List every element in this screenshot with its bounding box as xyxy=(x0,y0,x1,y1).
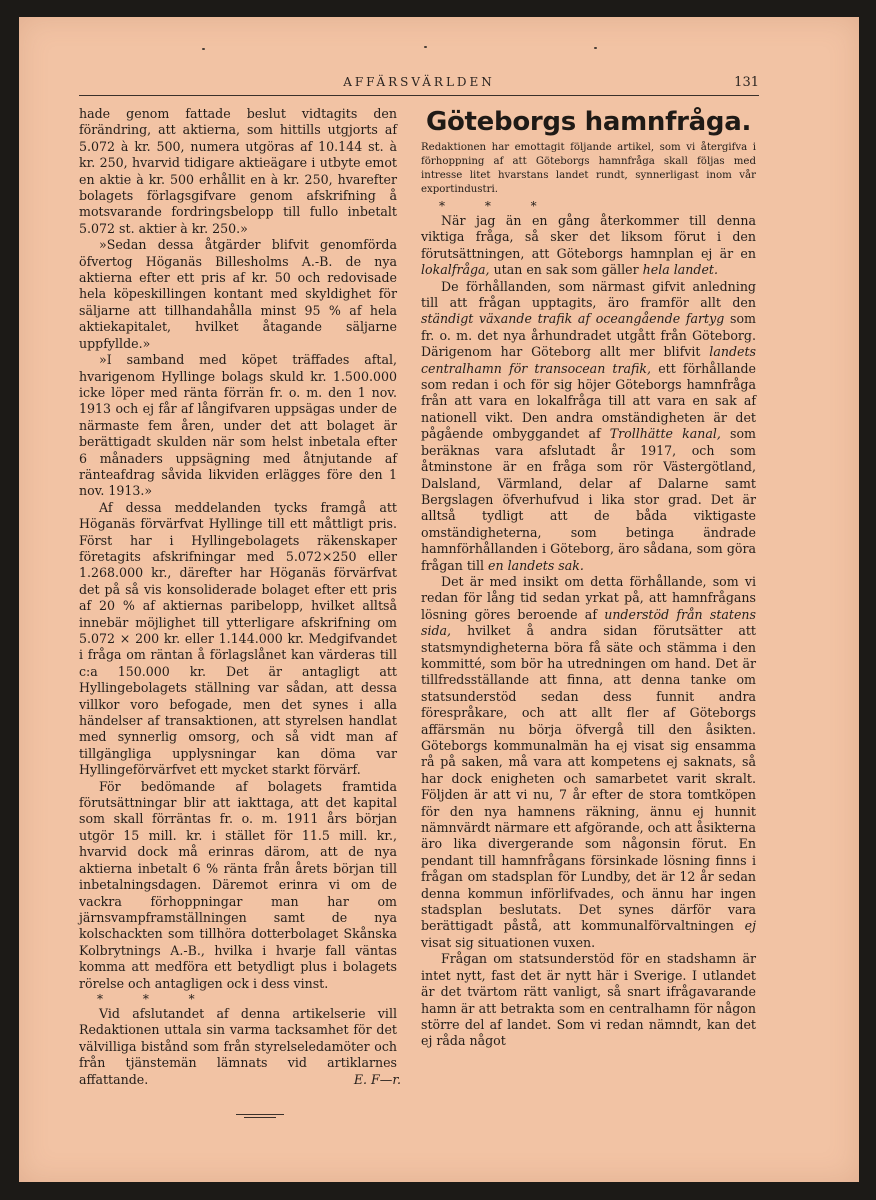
header-rule xyxy=(79,95,759,96)
newspaper-page xyxy=(19,17,859,1182)
article-headline: Göteborgs hamnfråga. xyxy=(425,107,752,137)
left-column xyxy=(79,106,401,1088)
article-paragraph-2: De förhållanden, som närmast gifvit anledning till att frågan upptagits, äro framför allt den ständigt växande trafik af oceangående fartyg som fr. o. m. det nya århundradet utgått från Göteborg. Därigenom har Göteborg allt mer blifvit landets centralhamn för transocean trafik, ett förhållande som redan i och för sig höjer Göteborgs hamnfråga från att vara en lokalfråga till att vara en sak af nationell vikt. Den andra omständigheten är det pågående ombyggandet af Trollhätte kanal, som beräknas vara afslutadt år 1917, och som åtminstone är en fråga som rör Västergötland, Dalsland, Värmland, delar af Dalarne samt Bergslagen öfverhufvud i lika stor grad. Det är alltså tydligt att de båda viktigaste omständigheterna, som betinga ändrade hamnförhållanden i Göteborg, äro sådana, som göra frågan till en landets sak. xyxy=(421,278,756,573)
speck-mark xyxy=(202,48,205,50)
article-paragraph-1: När jag än en gång återkommer till denna viktiga fråga, så sker det liksom förut i den förutsättningen, att Göteborgs hamnplan ej är en lokalfråga, utan en sak som gäller hela landet. xyxy=(421,213,756,278)
section-stars: * * * xyxy=(97,991,213,1006)
right-column xyxy=(421,106,756,1050)
editorial-note: Redaktionen har emottagit följande artikel, som vi återgifva i förhoppning af att Göteborgs hamnfråga skall följas med intresse litet hvarstans landet rundt, synnerligast inom vår exportindustri. xyxy=(421,142,756,195)
running-header xyxy=(79,75,759,95)
article-paragraph-4: Frågan om statsunderstöd för en stadshamn är intet nytt, fast det är nytt här i Sverige. I utlandet är det tvärtom rätt vanligt, så snart ifrågavarande hamn är att betrakta som en centralhamn för någon större del af landet. Som vi redan nämndt, kan det ej råda något xyxy=(421,951,756,1049)
left-paragraph-4: Af dessa meddelanden tycks framgå att Höganäs förvärfvat Hyllinge till ett måttligt pris. Först har i Hyllingebolagets räkenskaper företagits afskrifningar med 5.072×250 eller 1.268.000 kr., därefter har Höganäs förvärfvat det på så vis konsoliderade bolaget efter ett pris af 20 % af aktiernas paribelopp, hvilket alltså innebär möjlighet till ytterligare afskrifning om 5.072 × 200 kr. eller 1.144.000 kr. Medgifvandet i fråga om räntan å förlagslånet kan värderas till c:a 150.000 kr. Det är antagligt att Hyllingebolagets ställning var sådan, att dessa villkor voro befogade, men det synes i alla händelser af transaktionen, att styrelsen handlat med synnerlig omsorg, och så vidt man af tillgängliga upplysningar kan döma var Hyllingeförvärfvet ett mycket starkt förvärf. xyxy=(79,499,397,778)
left-paragraph-5: För bedömande af bolagets framtida förutsättningar blir att iakttaga, att det kapital som skall förräntas fr. o. m. 1911 års början utgör 15 mill. kr. i stället för 11.5 mill. kr., hvarvid dock må erinras därom, att de nya aktierna inbetalt 6 % ränta från årets början till inbetalningsdagen. Däremot erinra vi om de vackra förhoppningar man har om järnsvampframställningen samt de nya kolschackten som tillhöra dotterbolaget Skånska Kolbrytnings A.-B., hvilka i hvarje fall väntas komma att medföra ett betydligt plus i bolagets rörelse och antagligen ock i dess vinst. xyxy=(79,778,397,991)
end-of-article-rule xyxy=(236,1114,284,1115)
left-paragraph-2: »Sedan dessa åtgärder blifvit genomförda öfvertog Höganäs Billesholms A.-B. de nya aktierna efter ett pris af kr. 50 och redovisade hela köpeskillingen kontant med skyldighet för säljarne att tillhandahålla minst 95 % af hela aktiekapitalet, hvilket åtagande säljarne uppfyllde.» xyxy=(79,237,397,351)
page-number: 131 xyxy=(734,75,759,90)
closing-paragraph: Vid afslutandet af denna artikelserie vill Redaktionen uttala sin varma tacksamhet för det välvilliga bistånd som från styrelseledamöter och från tjänstemän lämnats vid artiklarnes affattande. xyxy=(79,1005,397,1087)
article-paragraph-3: Det är med insikt om detta förhållande, som vi redan för lång tid sedan yrkat på, att hamnfrågans lösning göres beroende af understöd från statens sida, hvilket å andra sidan förutsätter att statsmyndigheterna böra få säte och stämma i den kommitté, som bör ha utredningen om hand. Det är tillfredsställande att finna, att denna tanke om statsunderstöd sedan dess funnit andra förespråkare, och att allt fler af Göteborgs affärsmän nu börja öfvergå till den åsikten. Göteborgs kommunalmän ha ej visat sig ensamma rå på saken, må vara att kompetens ej saknats, så har dock enigheten och samarbetet varit skralt. Följden är att vi nu, 7 år efter de stora tomtköpen för den nya hamnens räkning, ännu ej hunnit nämnvärdt närmare ett afgörande, och att åsikterna äro lika divergerande som någonsin förut. En pendant till hamnfrågans försinkade lösning finns i frågan om stadsplan för Lundby, det är 12 år sedan denna kommun införlifvades, och ännu har ingen stadsplan beslutats. Det synes därför vara berättigadt påstå, att kommunalförvaltningen ej visat sig situationen vuxen. xyxy=(421,573,756,950)
article-body xyxy=(421,213,756,1050)
author-signature: E. F—r. xyxy=(353,1071,401,1087)
speck-mark xyxy=(424,46,427,48)
publication-title: AFFÄRSVÄRLDEN xyxy=(343,75,495,89)
left-paragraph-1: hade genom fattade beslut vidtagits den förändring, att aktierna, som hittills utgjorts af 5.072 à kr. 500, numera utgöras af 10.144 st. à kr. 250, hvarvid tidigare aktieägare i utbyte emot en aktie à kr. 500 erhållit en à kr. 250, hvarefter bolagets förlagsgifvare genom afskrifning å motsvarande fordringsbelopp till fullo inbetalt 5.072 st. aktier à kr. 250.» xyxy=(79,106,397,236)
section-stars: * * * xyxy=(439,199,555,213)
speck-mark xyxy=(594,47,597,49)
left-paragraph-3: »I samband med köpet träffades aftal, hvarigenom Hyllinge bolags skuld kr. 1.500.000 icke löper med ränta förrän fr. o. m. den 1 nov. 1913 och ej får af långifvaren uppsägas under de närmaste fem åren, under det att bolaget är berättigadt skulden när som helst inbetala efter 6 månaders uppsägning med åtnjutande af ränteafdrag såvida likviden erlägges före den 1 nov. 1913.» xyxy=(79,352,397,499)
